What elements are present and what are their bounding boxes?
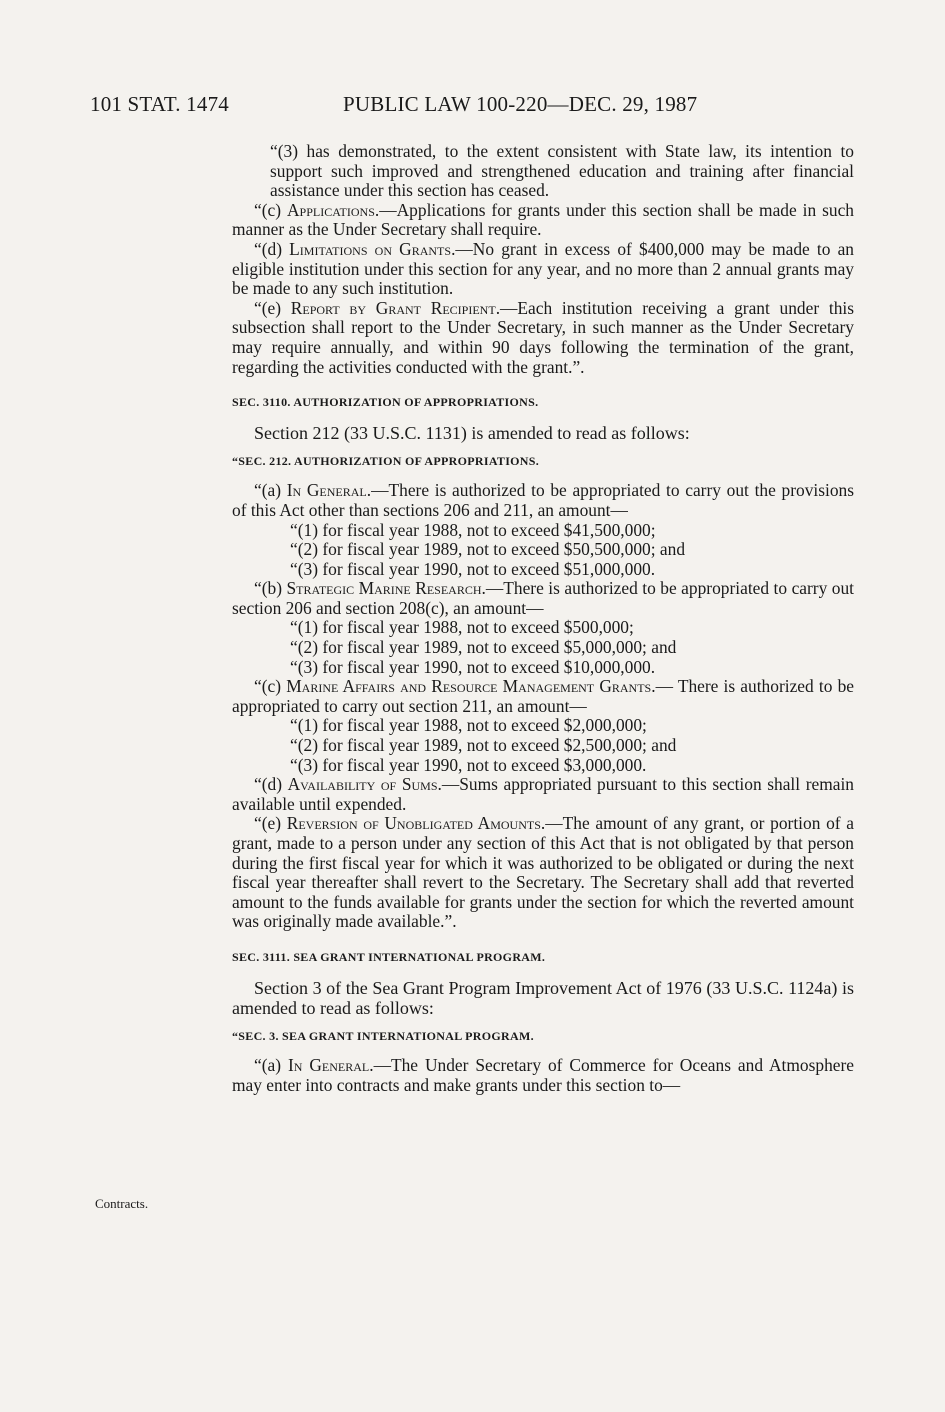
amount-line: “(3) for fiscal year 1990, not to exceed $10,000,000. (290, 656, 656, 677)
subsection-e2-heading: Reversion of Unobligated Amounts (286, 813, 541, 834)
subsection-e-reversion: “(e) Reversion of Unobligated Amounts.—The amount of any grant, or portion of a grant, made to a person under any section of this Act that is not obligated by that person during the first fiscal year for which it was authorized to be obligated or during the next fiscal year thereafter shall revert to the Secretary. The Secretary shall add that reverted amount to the funds available for grants under the section for which the reverted amount was originally made available.”. (232, 813, 855, 932)
subsection-d-heading: Limitations on Grants (289, 238, 452, 259)
subsection-d-limitations: “(d) Limitations on Grants.—No grant in excess of $400,000 may be made to an eligible institution under this section for any year, and no more than 2 annual grants may be made to any such institution. (232, 238, 854, 299)
subsection-e2-text: .—The amount of any grant, or portion of a grant, made to a person under any section of this Act that is not obligated by that person during the first fiscal year for which it was authorized to be obligated or during the next fiscal year thereafter shall revert to the Secretary. The Secretary shall add that reverted amount to the funds available for grants under the section for which the reverted amount was originally made available.”. (232, 813, 855, 932)
subsection-e-text: .—Each institution receiving a grant under this subsection shall report to the Under Secretary, in such manner as the Under Secretary may require annually, and within 90 days following the termination of the grant, regarding the activities conducted with the grant.”. (232, 297, 855, 377)
section-212-heading: “SEC. 212. AUTHORIZATION OF APPROPRIATIONS. (232, 453, 540, 468)
subsection-c2-heading: Marine Affairs and Resource Management Grants (286, 676, 652, 697)
amount-line: “(1) for fiscal year 1988, not to exceed $41,500,000; (290, 519, 656, 540)
amount-line: “(1) for fiscal year 1988, not to exceed $2,000,000; (290, 715, 647, 736)
section-3110-heading: SEC. 3110. AUTHORIZATION OF APPROPRIATIONS. (232, 395, 539, 410)
subsection-c2-text: .— There is authorized to be appropriated to carry out section 211, an amount— (232, 676, 854, 716)
amount-line: “(2) for fiscal year 1989, not to exceed $50,500,000; and (290, 539, 686, 560)
margin-note-contracts: Contracts. (95, 1196, 149, 1211)
document-body (232, 142, 854, 1095)
subsection-b-heading: Strategic Marine Research (286, 578, 482, 599)
amount-line: “(2) for fiscal year 1989, not to exceed $5,000,000; and (290, 637, 677, 658)
subsection-c-text: .—Applications for grants under this section shall be made in such manner as the Under Secretary shall require. (232, 199, 854, 240)
subsection-a-heading: In General (286, 480, 367, 501)
amount-line: “(1) for fiscal year 1988, not to exceed $500,000; (290, 617, 634, 638)
subsection-c-marine-affairs: “(c) Marine Affairs and Resource Management Grants.— There is authorized to be appropriated to carry out section 211, an amount— (232, 676, 854, 716)
public-law-citation: PUBLIC LAW 100-220—DEC. 29, 1987 (343, 92, 698, 116)
subsection-b-text: .—There is authorized to be appropriated to carry out section 206 and section 208(c), an amount— (232, 578, 854, 618)
subsection-d2-text: .—Sums appropriated pursuant to this section shall remain available until expended. (232, 774, 854, 814)
subsection-e-heading: Report by Grant Recipient (290, 297, 496, 318)
section-3110-amendment: Section 212 (33 U.S.C. 1131) is amended to read as follows: (254, 422, 690, 443)
amount-line: “(3) for fiscal year 1990, not to exceed $51,000,000. (290, 558, 656, 579)
subsection-a-general: “(a) In General.—There is authorized to be appropriated to carry out the provisions of this Act other than sections 206 and 211, an amount— (232, 480, 854, 520)
statute-page-number: 101 STAT. 1474 (90, 92, 229, 116)
subsection-a-contracts: “(a) In General.—The Under Secretary of Commerce for Oceans and Atmosphere may enter into contracts and make grants under this section to— (232, 1055, 854, 1095)
paragraph-3: “(3) has demonstrated, to the extent consistent with State law, its intention to support such improved and strengthened education and training after financial assistance under this section has ceased. (270, 141, 854, 201)
subsection-d-text: .—No grant in excess of $400,000 may be made to an eligible institution under this section for any year, and no more than 2 annual grants may be made to any such institution. (232, 238, 854, 299)
amount-line: “(3) for fiscal year 1990, not to exceed $3,000,000. (290, 754, 647, 775)
subsection-c-heading: Applications (286, 199, 375, 220)
subsection-d-availability: “(d) Availability of Sums.—Sums appropriated pursuant to this section shall remain available until expended. (232, 774, 854, 814)
section-3-heading: “SEC. 3. SEA GRANT INTERNATIONAL PROGRAM. (232, 1028, 534, 1043)
subsection-a-text: .—There is authorized to be appropriated to carry out the provisions of this Act other than sections 206 and 211, an amount— (232, 480, 854, 520)
subsection-b-strategic-research: “(b) Strategic Marine Research.—There is authorized to be appropriated to carry out section 206 and section 208(c), an amount— (232, 578, 854, 618)
subsection-c-applications: “(c) Applications.—Applications for grants under this section shall be made in such manner as the Under Secretary shall require. (232, 199, 854, 240)
section-3111-heading: SEC. 3111. SEA GRANT INTERNATIONAL PROGRAM. (232, 949, 546, 964)
subsection-a3-text: .—The Under Secretary of Commerce for Oceans and Atmosphere may enter into contracts and make grants under this section to— (232, 1055, 854, 1095)
section-3111-amendment: Section 3 of the Sea Grant Program Improvement Act of 1976 (33 U.S.C. 1124a) is amended to read as follows: (232, 977, 854, 1018)
amount-line: “(2) for fiscal year 1989, not to exceed $2,500,000; and (290, 735, 677, 756)
subsection-a3-heading: In General (287, 1055, 370, 1076)
subsection-d2-heading: Availability of Sums (287, 774, 438, 795)
subsection-e-report: “(e) Report by Grant Recipient.—Each institution receiving a grant under this subsection shall report to the Under Secretary, in such manner as the Under Secretary may require annually, and within 90 days following the termination of the grant, regarding the activities conducted with the grant.”. (232, 297, 855, 377)
